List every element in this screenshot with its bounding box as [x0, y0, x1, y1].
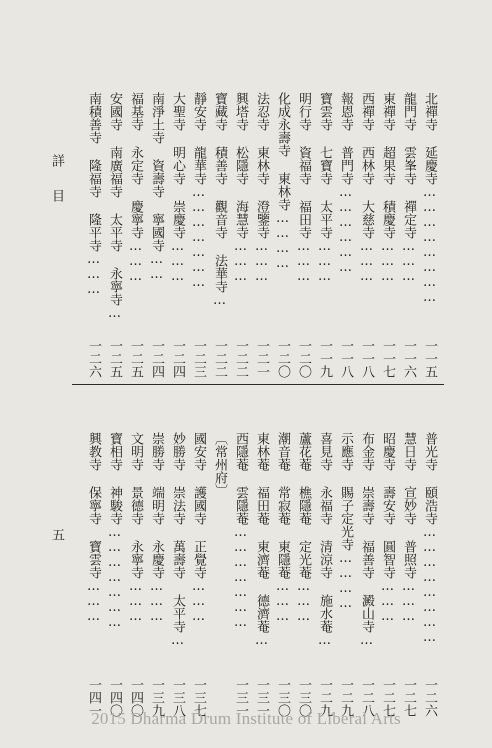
index-entry-page: 一二六	[86, 339, 101, 378]
page-number: 五	[49, 528, 64, 541]
index-entry-text: 布金寺 崇壽寺 福善寺 澱山寺…	[359, 432, 374, 648]
index-entry-text: 西隱菴 雲隱菴…………………	[233, 432, 248, 630]
index-entry-page: 一二七	[380, 678, 395, 717]
index-entry-page: 一二七	[401, 678, 416, 717]
index-entry-text: 南積善寺 隆福寺 隆平寺………	[86, 92, 101, 297]
index-entry-text: 大聖寺 明心寺 崇慶寺………	[170, 92, 185, 284]
index-entry-page: 一一七	[380, 339, 395, 378]
watermark: 2015 Dharma Drum Institute of Liberal Arts	[91, 709, 401, 728]
index-entry-page: 一二一	[254, 339, 269, 378]
index-entry-page: 一三九	[149, 678, 164, 717]
index-entry-page: 一三一	[233, 678, 248, 717]
index-entry-page: 一二六	[422, 678, 437, 717]
index-entry-page: 一二〇	[275, 339, 290, 378]
index-entry-page: 一一六	[401, 339, 416, 378]
index-entry-text: 興塔寺 松隱寺 海慧寺………	[233, 92, 248, 284]
index-entry-text: 昭慶寺 壽安寺 圓智寺………	[380, 432, 395, 624]
index-entry-text: 南淨土寺 資壽寺 寧國寺……	[149, 92, 164, 282]
index-entry-page: 一三〇	[296, 678, 311, 717]
index-entry-text: 慧日寺 宣妙寺 普照寺………	[401, 432, 416, 624]
index-entry-page: 一二四	[149, 339, 164, 378]
section-divider	[72, 384, 444, 385]
index-entry-page: 一二〇	[296, 339, 311, 378]
index-entry-page: 一二八	[359, 678, 374, 717]
index-entry-text: 北禪寺 延慶寺……………………	[422, 92, 437, 305]
index-entry-text: 明行寺 資福寺 福田寺………	[296, 92, 311, 284]
index-entry-text: 〔常州府〕	[212, 432, 227, 497]
index-entry-page: 一二九	[338, 678, 353, 717]
index-entry-page: 一三一	[254, 678, 269, 717]
index-entry-page: 一三七	[191, 678, 206, 717]
index-entry-page: 一四〇	[107, 678, 122, 717]
index-entry-text: 福基寺 永定寺 慶寧寺………	[128, 92, 143, 284]
index-entry-text: 西禪寺 西林寺 大慈寺………	[359, 92, 374, 284]
index-entry-text: 示應寺 賜子定光寺…………	[338, 432, 353, 611]
index-entry-text: 寶雲寺 七寶寺 太平寺………	[317, 92, 332, 284]
index-entry-text: 妙勝寺 崇法寺 萬壽寺 太平寺…	[170, 432, 185, 648]
index-entry-text: 喜見寺 永福寺 清涼寺 施水菴…	[317, 432, 332, 648]
index-entry-page: 一二四	[170, 339, 185, 378]
index-entry-page: 一三八	[170, 678, 185, 717]
index-entry-text: 法忍寺 東林寺 澄鑒寺………	[254, 92, 269, 284]
index-entry-text: 興教寺 保寧寺 寶雲寺………	[86, 432, 101, 624]
index-entry-text: 崇勝寺 端明寺 永慶寺………	[149, 432, 164, 624]
index-entry-page: 一四〇	[128, 678, 143, 717]
index-entry-text: 龍門寺 雲峯寺 禪定寺………	[401, 92, 416, 284]
section-label: 詳目	[49, 154, 64, 224]
index-entry-text: 蘆花菴 樵隱菴 定光菴………	[296, 432, 311, 624]
index-entry-text: 報恩寺 普門寺………………	[338, 92, 353, 275]
index-entry-page: 一二五	[128, 339, 143, 378]
index-entry-page: 一一九	[317, 339, 332, 378]
index-entry-text: 東林菴 福田菴 東濟菴 德濟菴…	[254, 432, 269, 648]
index-entry-page: 一四一	[86, 678, 101, 717]
index-entry-text: 安國寺 南廣福寺 太平寺 永寧寺…	[107, 92, 122, 321]
index-entry-page: 一二五	[107, 339, 122, 378]
index-entry-page: 一一五	[422, 339, 437, 378]
index-entry-page: 一一八	[359, 339, 374, 378]
index-entry-text: 潮音菴 常寂菴 東隱菴………	[275, 432, 290, 624]
index-entry-text: 普光寺 頤浩寺……………………	[422, 432, 437, 645]
index-entry-page: 一二三	[191, 339, 206, 378]
index-entry-page: 一一八	[338, 339, 353, 378]
index-entry-text: 國安寺 護國寺 正覺寺………	[191, 432, 206, 624]
index-entry-text: 化成永壽寺 東林寺…………	[275, 92, 290, 271]
index-entry-text: 文明寺 景德寺 永寧寺………	[128, 432, 143, 624]
index-entry-text: 東禪寺 超果寺 積慶寺………	[380, 92, 395, 284]
index-entry-page: 一二二	[233, 339, 248, 378]
index-entry-page: 一三〇	[275, 678, 290, 717]
index-entry-page: 一二二	[212, 339, 227, 378]
index-entry-text: 寶相寺 神駿寺…………………	[107, 432, 122, 630]
index-entry-text: 寶藏寺 積善寺 觀音寺 法華寺…	[212, 92, 227, 308]
index-entry-page: 一二九	[317, 678, 332, 717]
index-entry-text: 靜安寺 龍華寺…………………	[191, 92, 206, 290]
